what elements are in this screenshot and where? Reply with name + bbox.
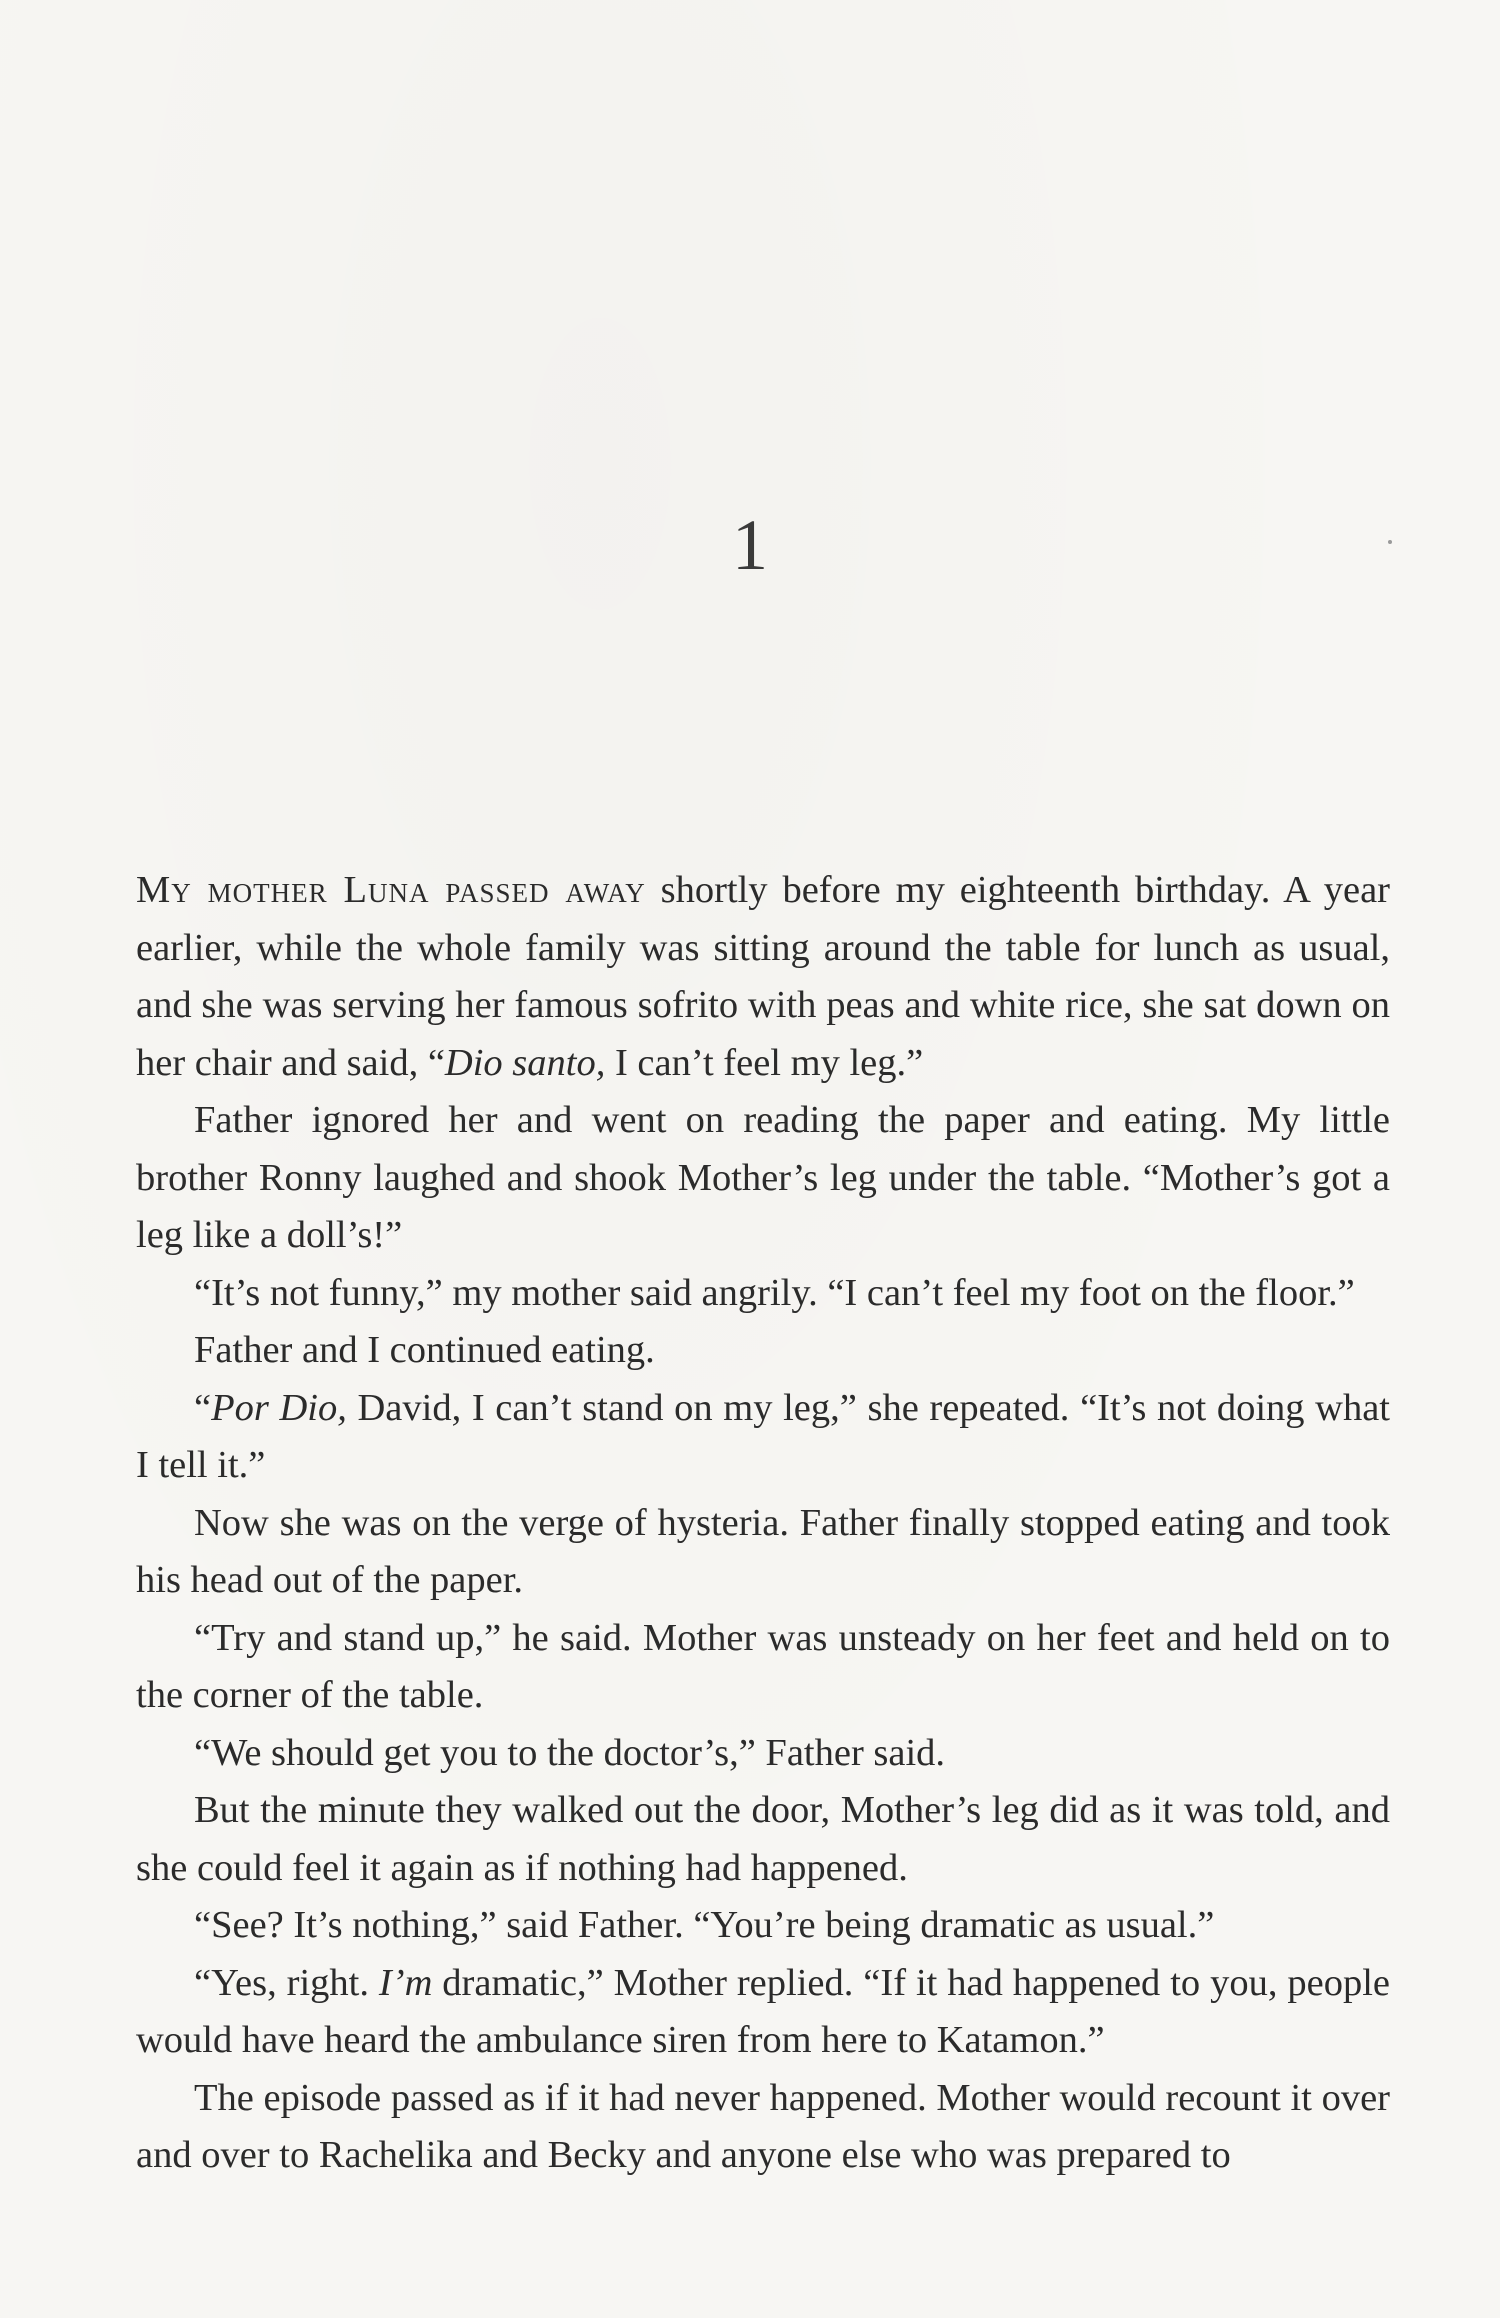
paragraph-5-text: David, I can’t stand on my leg,” she repeated. “It’s not doing what I tell it.” bbox=[136, 1386, 1390, 1486]
paragraph-11-lead: “Yes, right. bbox=[194, 1961, 379, 2004]
chapter-body bbox=[136, 862, 1390, 2185]
italic-phrase: Por Dio, bbox=[211, 1386, 347, 1429]
paragraph-4: Father and I continued eating. bbox=[194, 1329, 655, 1371]
paragraph-7: “Try and stand up,” he said. Mother was unsteady on her feet and held on to the corner of the table. bbox=[136, 1616, 1390, 1716]
paragraph-1 bbox=[136, 862, 1390, 1092]
paragraph-5 bbox=[136, 1380, 1390, 1495]
paragraph-1-tail: I can’t feel my leg.” bbox=[605, 1041, 924, 1084]
paragraph-6: Now she was on the verge of hysteria. Father finally stopped eating and took his head out of the paper. bbox=[136, 1501, 1390, 1601]
opening-smallcaps: My mother Luna passed away bbox=[136, 869, 646, 911]
paragraph-11 bbox=[136, 1955, 1390, 2070]
paragraph-5-lead: “ bbox=[194, 1386, 212, 1429]
paragraph-9: But the minute they walked out the door, Mother’s leg did as it was told, and she could feel it again as if nothing had happened. bbox=[136, 1789, 1390, 1889]
italic-phrase: Dio santo, bbox=[444, 1041, 606, 1084]
paragraph-8: “We should get you to the doctor’s,” Father said. bbox=[194, 1731, 946, 1774]
paragraph-10: “See? It’s nothing,” said Father. “You’re being dramatic as usual.” bbox=[194, 1904, 1215, 1946]
italic-word: I’m bbox=[378, 1961, 433, 2004]
paragraph-12: The episode passed as if it had never happened. Mother would recount it over and over to Rachelika and Becky and anyone else who was prepared to bbox=[136, 2076, 1390, 2176]
paragraph-1-text: shortly before my eighteenth birthday. A year earlier, while the whole family was sitting around the table for lunch as usual, and she was serving her famous sofrito with peas and white rice, she sat down on her chair and said, “ bbox=[136, 869, 1390, 1084]
paragraph-3: “It’s not funny,” my mother said angrily. “I can’t feel my foot on the floor.” bbox=[194, 1271, 1355, 1314]
chapter-number: 1 bbox=[732, 505, 768, 585]
paragraph-2: Father ignored her and went on reading the paper and eating. My little brother Ronny laughed and shook Mother’s leg under the table. “Mother’s got a leg like a doll’s!” bbox=[136, 1099, 1390, 1256]
paragraph-11-text: dramatic,” Mother replied. “If it had happened to you, people would have heard the ambulance siren from here to Katamon.” bbox=[136, 1961, 1390, 2061]
